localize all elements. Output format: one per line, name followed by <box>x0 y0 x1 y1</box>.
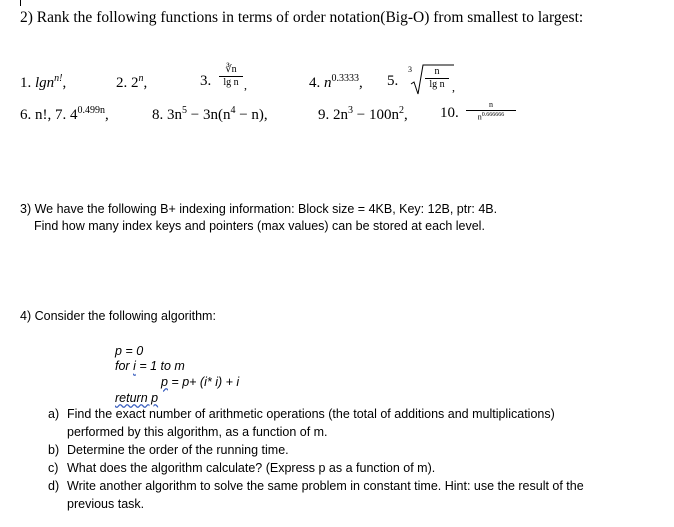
func-10-label: 10. <box>440 105 459 121</box>
code-line-1: p = 0 <box>115 344 144 358</box>
item-c-text: What does the algorithm calculate? (Express p as a function of m). <box>67 461 436 475</box>
func-8: 8. $3n^5 - 3n(n^4 - n)$, <box>152 105 268 123</box>
item-a-text: Find the exact number of arithmetic operations (the total of additions and multiplications) performed by this algorithm, as a function of m. <box>67 407 555 439</box>
func-5-fraction: n lg n <box>425 67 449 90</box>
func-4: 4. $n^{0.3333}$, <box>309 73 363 91</box>
func-6-7: 6. n!, 7. $4^{0.499n}$, <box>20 105 109 123</box>
func-10-fraction: n $n^{0.666666}$ <box>466 101 516 122</box>
func-9: 9. $2n^3 - 100n^2$, <box>318 105 408 123</box>
text-cursor <box>20 0 21 6</box>
func-3-fraction: ∛n lg n <box>219 65 243 88</box>
item-d-marker: d) <box>48 479 60 493</box>
func-3-comma: , <box>244 78 247 92</box>
item-b-marker: b) <box>48 443 60 457</box>
code-line-4: return p <box>115 391 159 405</box>
q2-title: 2) Rank the following functions in terms of order notation(Big-O) from smallest to largest: <box>20 9 584 26</box>
func-2: 2. 2$^n$, <box>116 73 148 91</box>
func-3-label: 3. <box>200 73 212 89</box>
item-c-marker: c) <box>48 461 59 475</box>
func-5-comma: , <box>452 80 455 94</box>
q4-title: 4) Consider the following algorithm: <box>20 309 216 323</box>
code-line-3: p = p+ (i* i) + i <box>161 375 240 389</box>
code-line-2: for i = 1 to m <box>115 359 185 373</box>
q3-line1: 3) We have the following B+ indexing information: Block size = 4KB, Key: 12B, ptr: 4B. <box>20 202 498 216</box>
func-1: 1. lgn$^{n!}$, <box>20 73 67 91</box>
item-d-text: Write another algorithm to solve the same problem in constant time. Hint: use the result of the previous task. <box>67 479 584 511</box>
item-a-marker: a) <box>48 407 60 421</box>
func-5-label: 5. <box>387 73 399 89</box>
func-5-root-index: 3 <box>408 65 412 74</box>
item-b-text: Determine the order of the running time. <box>67 443 289 457</box>
q3-line2: Find how many index keys and pointers (max values) can be stored at each level. <box>34 219 485 233</box>
